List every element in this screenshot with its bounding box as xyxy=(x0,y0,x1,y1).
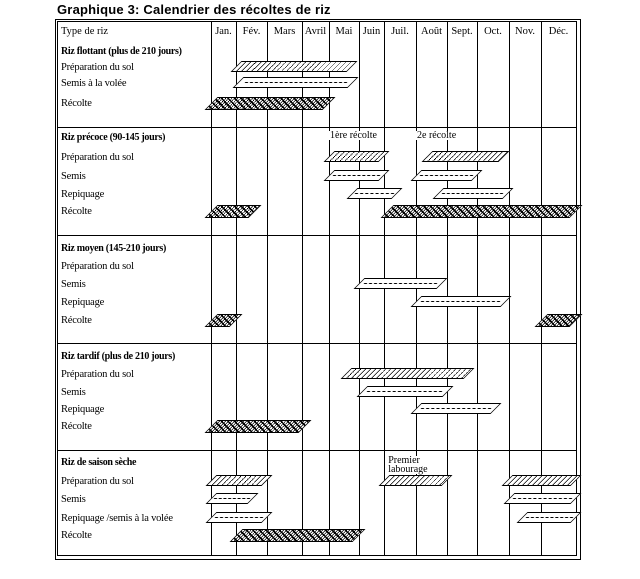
row-label: Préparation du sol xyxy=(61,261,134,272)
gantt-bar-dashed xyxy=(516,512,581,523)
gantt-bar-crosshatch xyxy=(230,529,366,542)
section-title: Riz précoce (90-145 jours) xyxy=(61,132,166,143)
month-header-8: Août xyxy=(421,26,442,37)
dashed-fill-line xyxy=(366,391,442,392)
row-label: Préparation du sol xyxy=(61,369,134,380)
section-divider-line xyxy=(57,450,577,451)
section-divider-line xyxy=(57,235,577,236)
section-divider-line xyxy=(57,343,577,344)
row-label: Repiquage xyxy=(61,189,105,200)
gantt-bar-crosshatch xyxy=(205,420,312,433)
dashed-fill-line xyxy=(332,175,381,176)
gantt-bar-dashed xyxy=(356,386,453,397)
dashed-fill-line xyxy=(442,193,504,194)
gantt-bar-crosshatch xyxy=(205,97,336,110)
dashed-fill-line xyxy=(364,283,438,284)
row-label: Préparation du sol xyxy=(61,62,134,73)
row-label: Semis xyxy=(61,494,86,505)
dashed-fill-line xyxy=(421,301,501,302)
section-title: Riz de saison sèche xyxy=(61,457,137,468)
column-header-type-de-riz: Type de riz xyxy=(61,26,109,37)
row-label: Semis xyxy=(61,387,86,398)
row-label: Récolte xyxy=(61,315,92,326)
gantt-bar-hatch xyxy=(340,368,474,379)
dashed-fill-line xyxy=(513,498,573,499)
gantt-bar-dashed xyxy=(411,403,502,414)
section-divider-line xyxy=(57,127,577,128)
section-title: Riz moyen (145-210 jours) xyxy=(61,243,166,254)
row-label: Repiquage xyxy=(61,297,105,308)
dashed-fill-line xyxy=(213,498,250,499)
month-header-6: Juin xyxy=(362,26,381,37)
bar-annotation: 1ère récolte xyxy=(330,130,377,141)
section-title: Riz tardif (plus de 210 jours) xyxy=(61,351,176,362)
gantt-bar-dashed xyxy=(504,493,582,504)
dashed-fill-line xyxy=(354,193,394,194)
gantt-bar-dashed xyxy=(432,188,513,199)
row-label: Semis xyxy=(61,279,86,290)
gantt-bar-dashed xyxy=(232,77,358,88)
month-header-7: Juil. xyxy=(391,26,409,37)
gantt-bar-hatch xyxy=(421,151,509,162)
gantt-bar-dashed xyxy=(354,278,448,289)
row-label: Semis à la volée xyxy=(61,78,127,89)
dashed-fill-line xyxy=(244,82,347,83)
gantt-bar-crosshatch xyxy=(381,205,583,218)
month-header-5: Mai xyxy=(335,26,353,37)
row-label: Récolte xyxy=(61,98,92,109)
month-header-2: Fév. xyxy=(242,26,261,37)
bar-annotation: 2e récolte xyxy=(417,130,457,141)
month-header-3: Mars xyxy=(273,26,296,37)
gantt-bar-dashed xyxy=(411,170,483,181)
row-label: Repiquage /semis à la volée xyxy=(61,513,173,524)
dashed-fill-line xyxy=(214,517,264,518)
row-label: Récolte xyxy=(61,530,92,541)
month-header-12: Déc. xyxy=(548,26,569,37)
section-title: Riz flottant (plus de 210 jours) xyxy=(61,46,182,57)
grid-line-vertical xyxy=(509,21,510,555)
grid-line-vertical xyxy=(477,21,478,555)
gantt-bar-dashed xyxy=(411,296,512,307)
gantt-bar-dashed xyxy=(206,512,273,523)
dashed-fill-line xyxy=(419,175,473,176)
row-label: Préparation du sol xyxy=(61,152,134,163)
chart-title: Graphique 3: Calendrier des récoltes de riz xyxy=(57,2,331,17)
row-label: Semis xyxy=(61,171,86,182)
month-header-10: Oct. xyxy=(484,26,502,37)
gantt-bar-dashed xyxy=(324,170,390,181)
row-label: Récolte xyxy=(61,206,92,217)
bar-annotation: Premier labourage xyxy=(387,456,433,474)
gantt-bar-hatch xyxy=(502,475,582,486)
month-header-1: Jan. xyxy=(215,26,232,37)
gantt-bar-hatch xyxy=(379,475,453,486)
row-label: Préparation du sol xyxy=(61,476,134,487)
month-header-4: Avril xyxy=(304,26,327,37)
gantt-bar-hatch xyxy=(324,151,390,162)
row-label: Récolte xyxy=(61,421,92,432)
month-header-9: Sept. xyxy=(451,26,473,37)
gantt-bar-hatch xyxy=(231,61,358,72)
row-label: Repiquage xyxy=(61,404,105,415)
dashed-fill-line xyxy=(420,408,491,409)
gantt-bar-hatch xyxy=(206,475,273,486)
dashed-fill-line xyxy=(525,517,573,518)
month-header-11: Nov. xyxy=(514,26,536,37)
